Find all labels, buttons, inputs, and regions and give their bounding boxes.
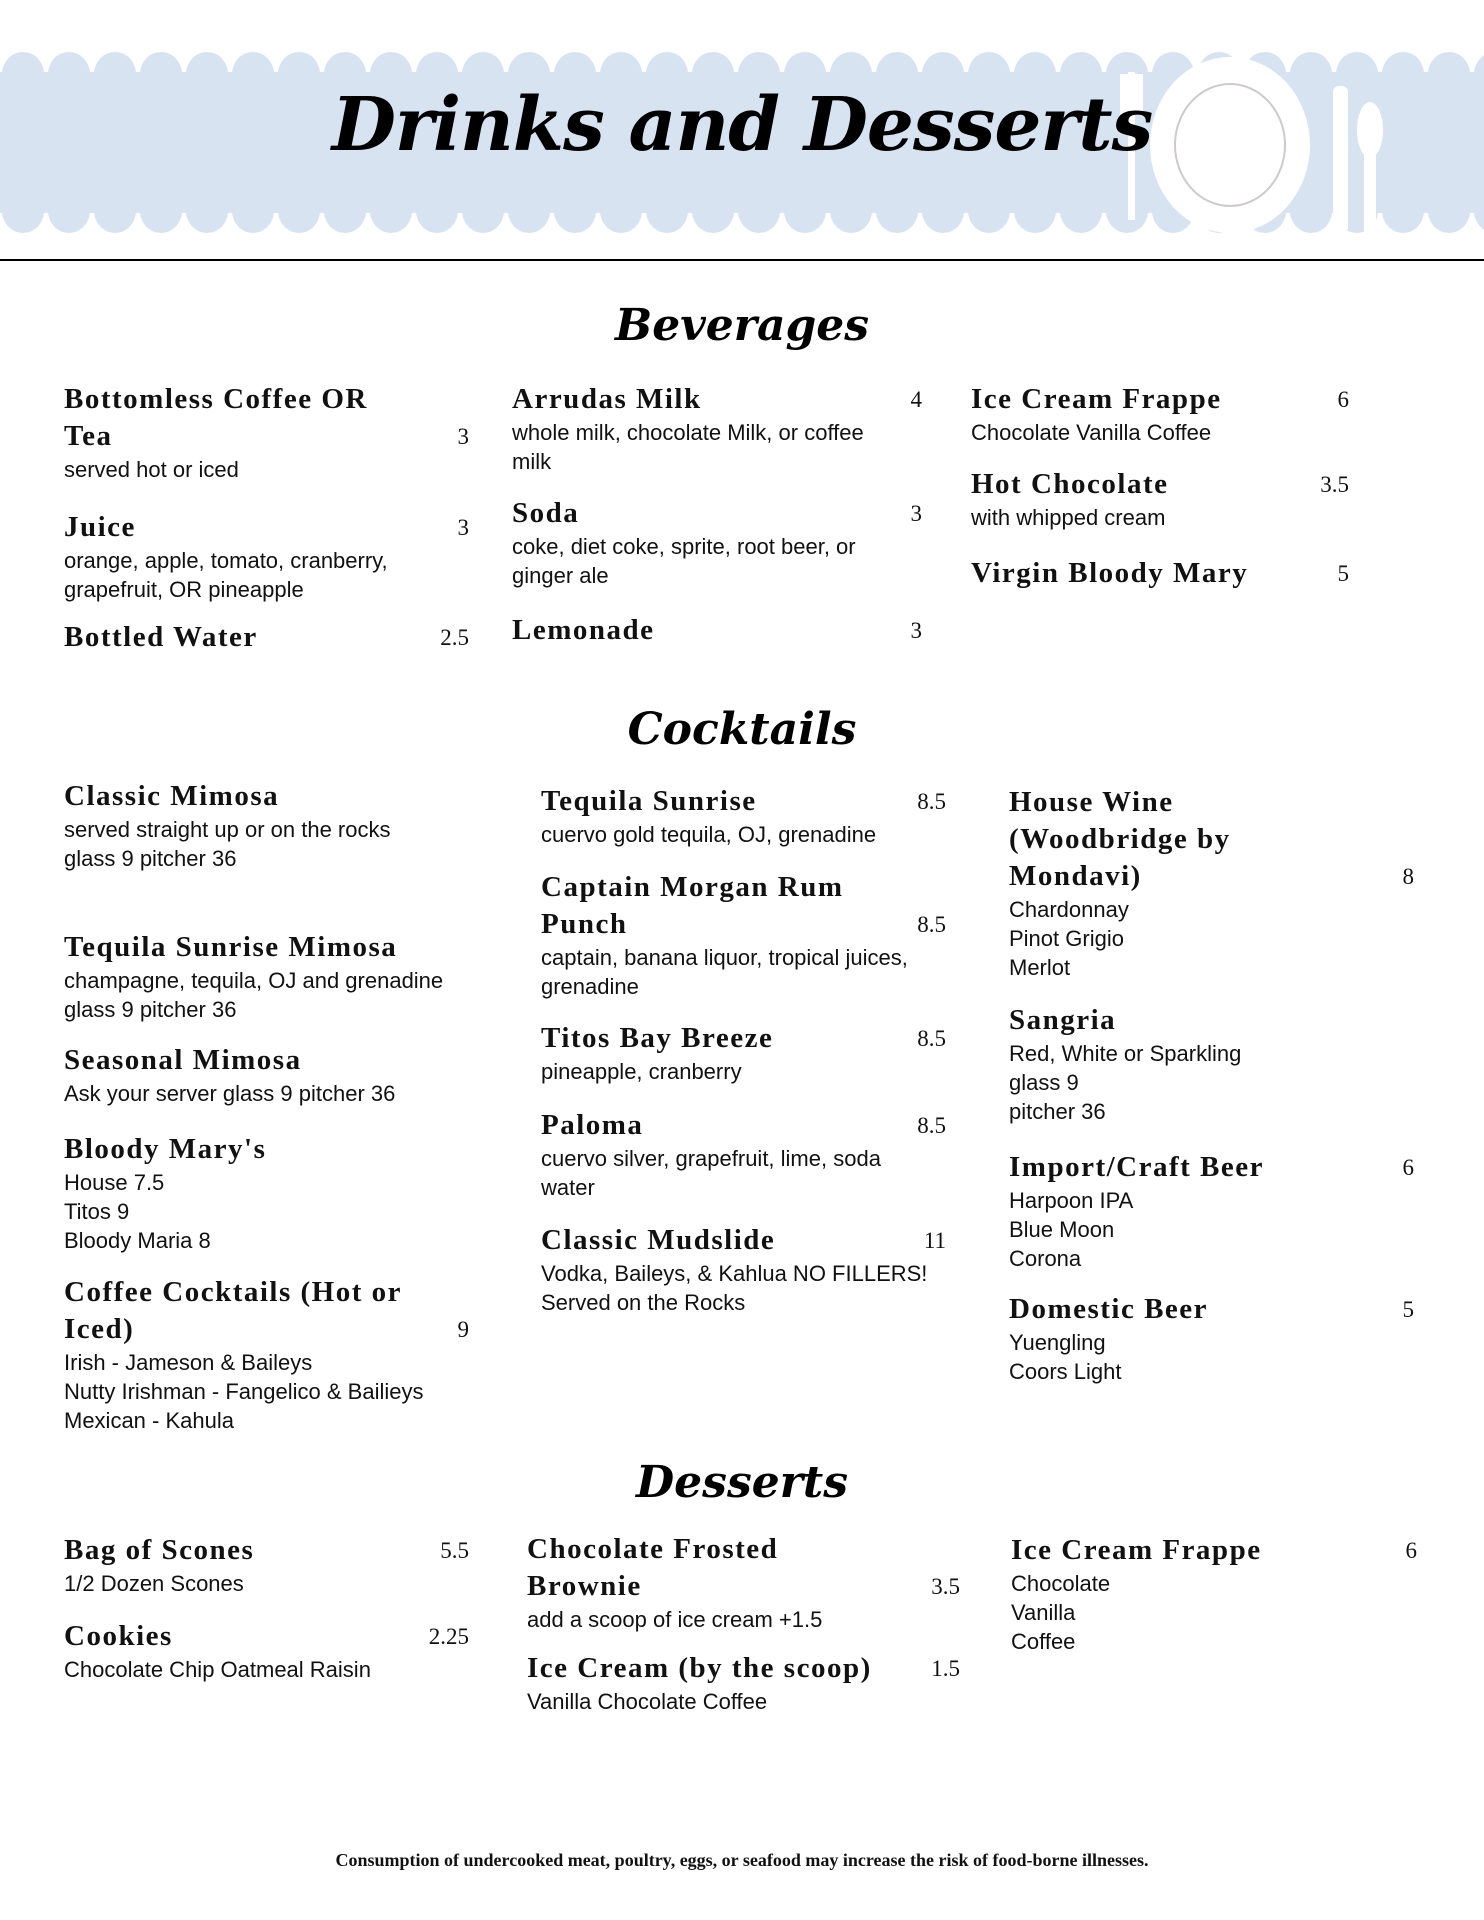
menu-item-price: 5.5	[440, 1538, 469, 1563]
menu-item-name: Tequila Sunrise Mimosa	[64, 931, 398, 963]
menu-item-header	[512, 495, 922, 532]
menu-item-price: 8	[1402, 864, 1414, 889]
menu-item	[512, 612, 922, 649]
menu-item-name: Bottomless Coffee OR Tea	[64, 383, 368, 452]
menu-item-price: 3.5	[1320, 472, 1349, 497]
menu-item-description: Titos 9	[64, 1199, 130, 1224]
menu-item-header	[64, 778, 469, 815]
menu-item-description: cuervo silver, grapefruit, lime, soda	[541, 1146, 881, 1171]
footer-disclaimer: Consumption of undercooked meat, poultry, eggs, or seafood may increase the risk of food-borne illnesses.	[335, 1850, 1149, 1870]
menu-item-price: 3	[457, 515, 469, 540]
menu-item	[541, 1222, 946, 1317]
menu-item	[541, 1107, 946, 1202]
menu-item-description: Chocolate	[1011, 1571, 1111, 1596]
menu-item-description: Chardonnay	[1009, 897, 1129, 922]
menu-item-price: 5	[1402, 1297, 1414, 1322]
menu-item-name: Chocolate Frosted Brownie	[527, 1533, 779, 1602]
menu-item-price: 3	[910, 501, 922, 526]
section-heading-cocktails: Cocktails	[627, 704, 857, 755]
menu-item-price: 8.5	[917, 1026, 946, 1051]
menu-item-description: whole milk, chocolate Milk, or coffee	[512, 420, 864, 445]
menu-item-price: 8.5	[917, 1113, 946, 1138]
menu-item-description: Chocolate Vanilla Coffee	[971, 420, 1212, 445]
menu-item-name: Ice Cream Frappe	[971, 383, 1222, 415]
menu-item-description: Nutty Irishman - Fangelico & Bailieys	[64, 1379, 424, 1404]
menu-item-name: Bloody Mary's	[64, 1133, 267, 1165]
menu-item-name: Import/Craft Beer	[1009, 1151, 1264, 1183]
menu-item-header	[541, 1020, 946, 1057]
menu-item-description: Blue Moon	[1009, 1217, 1115, 1242]
menu-item-price: 11	[923, 1228, 946, 1253]
menu-item-description: glass 9 pitcher 36	[64, 846, 237, 871]
menu-item-description: Red, White or Sparkling	[1009, 1041, 1242, 1066]
menu-item-description: Coffee	[1011, 1629, 1076, 1654]
menu-item	[64, 381, 469, 484]
menu-item	[64, 1042, 469, 1108]
menu-item	[527, 1650, 960, 1716]
menu-item-name: House Wine (Woodbridge by Mondavi)	[1009, 786, 1231, 892]
menu-item-price: 4	[910, 387, 922, 412]
page-title: Drinks and Desserts	[331, 82, 1153, 168]
menu-item-header	[64, 509, 469, 546]
menu-item-description: glass 9 pitcher 36	[64, 997, 237, 1022]
menu-item-name: Tequila Sunrise	[541, 785, 757, 817]
menu-item	[971, 555, 1349, 592]
menu-item	[971, 466, 1349, 532]
menu-item-header	[1009, 1149, 1414, 1186]
menu-item-name: Ice Cream Frappe	[1011, 1534, 1262, 1566]
menu-item-header	[64, 381, 469, 455]
menu-item-description: Coors Light	[1009, 1359, 1122, 1384]
menu-item-header	[64, 1274, 469, 1348]
menu-item-price: 8.5	[917, 912, 946, 937]
menu-item-description: Chocolate Chip Oatmeal Raisin	[64, 1657, 371, 1682]
menu-item	[64, 619, 469, 656]
menu-item-price: 6	[1337, 387, 1349, 412]
menu-item-price: 2.5	[440, 625, 469, 650]
menu-item-header	[64, 929, 469, 966]
menu-item-price: 1.5	[931, 1656, 960, 1681]
section-heading-beverages: Beverages	[615, 300, 869, 351]
menu-item-name: Soda	[512, 497, 580, 529]
menu-item-header	[971, 555, 1349, 592]
menu-item-description: cuervo gold tequila, OJ, grenadine	[541, 822, 877, 847]
menu-item-description: captain, banana liquor, tropical juices,	[541, 945, 908, 970]
menu-item-name: Bag of Scones	[64, 1534, 255, 1566]
menu-item-name: Domestic Beer	[1009, 1293, 1209, 1325]
menu-item-name: Titos Bay Breeze	[541, 1022, 774, 1054]
menu-item	[541, 869, 946, 1001]
menu-item-description: served straight up or on the rocks	[64, 817, 391, 842]
menu-item-description: Bloody Maria 8	[64, 1228, 211, 1253]
menu-item-description: grenadine	[541, 974, 639, 999]
menu-item-name: Paloma	[541, 1109, 644, 1141]
menu-item-price: 2.25	[428, 1624, 469, 1649]
menu-item-description: Vanilla Chocolate Coffee	[527, 1689, 768, 1714]
menu-item-description: orange, apple, tomato, cranberry,	[64, 548, 388, 573]
menu-item-price: 6	[1402, 1155, 1414, 1180]
menu-item-description: Merlot	[1009, 955, 1071, 980]
menu-item-header	[971, 381, 1349, 418]
menu-item-description: coke, diet coke, sprite, root beer, or	[512, 534, 856, 559]
menu-item-description: Ask your server glass 9 pitcher 36	[64, 1081, 396, 1106]
menu-item-description: add a scoop of ice cream +1.5	[527, 1607, 823, 1632]
menu-item-description: Harpoon IPA	[1009, 1188, 1134, 1213]
menu-item	[541, 783, 946, 849]
menu-item-description: served hot or iced	[64, 457, 239, 482]
menu-item-header	[64, 1131, 469, 1168]
menu-item-description: pitcher 36	[1009, 1099, 1106, 1124]
menu-item-header	[1011, 1532, 1417, 1569]
menu-item-name: Lemonade	[512, 614, 655, 646]
menu-item-header	[541, 869, 946, 943]
menu-item-description: pineapple, cranberry	[541, 1059, 742, 1084]
menu-item	[64, 1532, 469, 1598]
menu-item-name: Bottled Water	[64, 621, 258, 653]
menu-item-description: Vodka, Baileys, & Kahlua NO FILLERS!	[541, 1261, 928, 1286]
menu-item-header	[541, 783, 946, 820]
menu-item	[512, 495, 922, 590]
menu-item-price: 5	[1337, 561, 1349, 586]
header-divider	[0, 259, 1484, 261]
menu-item-description: milk	[512, 449, 552, 474]
menu-item-description: grapefruit, OR pineapple	[64, 577, 304, 602]
menu-item-name: Juice	[64, 511, 136, 543]
menu-item	[64, 778, 469, 873]
menu-item-price: 3	[457, 424, 469, 449]
menu-item-description: with whipped cream	[971, 505, 1166, 530]
menu-item-price: 8.5	[917, 789, 946, 814]
menu-item-name: Cookies	[64, 1620, 173, 1652]
menu-item-name: Classic Mudslide	[541, 1224, 776, 1256]
menu-item-name: Captain Morgan Rum Punch	[541, 871, 844, 940]
menu-item-header	[971, 466, 1349, 503]
menu-item-name: Sangria	[1009, 1004, 1117, 1036]
menu-item-description: Served on the Rocks	[541, 1290, 746, 1315]
menu-item-name: Coffee Cocktails (Hot or Iced)	[64, 1276, 402, 1345]
menu-item-header	[64, 1042, 469, 1079]
menu-item-price: 9	[457, 1317, 469, 1342]
menu-item	[527, 1531, 960, 1634]
menu-item-name: Arrudas Milk	[512, 383, 702, 415]
menu-item-price: 6	[1405, 1538, 1417, 1563]
menu-item-header	[512, 612, 922, 649]
menu-item	[64, 1274, 469, 1435]
menu-item-description: ginger ale	[512, 563, 609, 588]
menu-item	[64, 1618, 469, 1684]
menu-item-header	[1009, 1291, 1414, 1328]
menu-item-price: 3.5	[931, 1574, 960, 1599]
menu-item-price: 3	[910, 618, 922, 643]
menu-item-description: Mexican - Kahula	[64, 1408, 234, 1433]
menu-item-description: Irish - Jameson & Baileys	[64, 1350, 313, 1375]
menu-item-name: Hot Chocolate	[971, 468, 1169, 500]
menu-item-description: water	[541, 1175, 595, 1200]
menu-item-name: Ice Cream (by the scoop)	[527, 1652, 872, 1684]
menu-item-description: Pinot Grigio	[1009, 926, 1124, 951]
menu-item-description: champagne, tequila, OJ and grenadine	[64, 968, 444, 993]
menu-item-description: Vanilla	[1011, 1600, 1076, 1625]
menu-item-header	[64, 1532, 469, 1569]
menu-item-header	[527, 1531, 960, 1605]
menu-item-header	[64, 619, 469, 656]
menu-item-header	[64, 1618, 469, 1655]
menu-item-description: Yuengling	[1009, 1330, 1106, 1355]
menu-item	[1009, 1291, 1414, 1386]
menu-item-description: House 7.5	[64, 1170, 165, 1195]
menu-item	[541, 1020, 946, 1086]
menu-item	[1009, 1149, 1414, 1273]
menu-item	[1009, 1002, 1414, 1126]
menu-item-name: Seasonal Mimosa	[64, 1044, 302, 1076]
menu-item	[1011, 1532, 1417, 1656]
menu-item-header	[1009, 1002, 1414, 1039]
menu-item	[64, 1131, 469, 1255]
menu-item	[64, 509, 469, 604]
menu-item-header	[541, 1222, 946, 1259]
menu-item-name: Virgin Bloody Mary	[971, 557, 1249, 589]
menu-item	[1009, 784, 1414, 982]
menu-item	[64, 929, 469, 1024]
menu-item	[971, 381, 1349, 447]
menu-item-header	[527, 1650, 960, 1687]
menu-item-header	[512, 381, 922, 418]
menu-item-description: Corona	[1009, 1246, 1082, 1271]
menu-item	[512, 381, 922, 476]
section-heading-desserts: Desserts	[636, 1457, 848, 1508]
menu-item-name: Classic Mimosa	[64, 780, 280, 812]
menu-item-description: glass 9	[1009, 1070, 1079, 1095]
menu-item-description: 1/2 Dozen Scones	[64, 1571, 244, 1596]
menu-item-header	[541, 1107, 946, 1144]
menu-item-header	[1009, 784, 1414, 895]
